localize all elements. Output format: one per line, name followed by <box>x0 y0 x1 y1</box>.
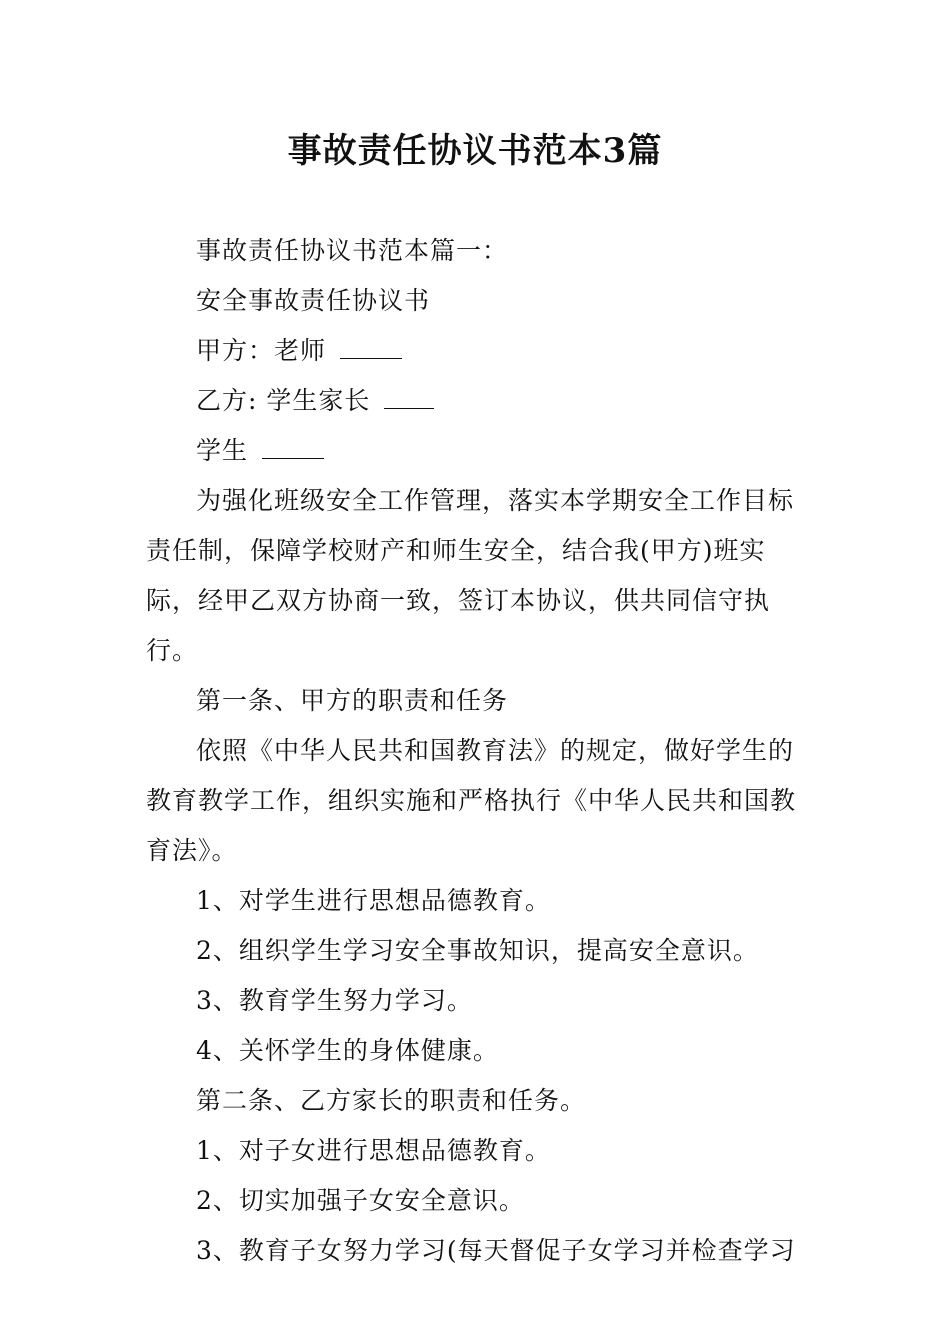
article2-item: 3、教育子女努力学习(每天督促子女学习并检查学习 <box>196 1236 796 1265</box>
article1-item: 2、组织学生学习安全事故知识，提高安全意识。 <box>196 936 759 965</box>
party-a-blank <box>340 338 402 359</box>
party-a-line <box>146 326 816 376</box>
party-b-label: 乙方: 学生家长 <box>196 386 371 415</box>
section-heading: 事故责任协议书范本篇一： <box>196 236 509 265</box>
article1-text: 依照《中华人民共和国教育法》的规定，做好学生的教育教学工作，组织实施和严格执行《中华人民共和国教育法》。 <box>146 736 797 865</box>
student-blank <box>262 438 324 459</box>
intro-paragraph: 为强化班级安全工作管理，落实本学期安全工作目标责任制，保障学校财产和师生安全，结合我(甲方)班实际，经甲乙双方协商一致，签订本协议，供共同信守执行。 <box>146 486 795 665</box>
student-line <box>146 426 816 476</box>
party-a-label: 甲方：老师 <box>196 336 327 365</box>
article1-title: 第一条、甲方的职责和任务 <box>196 686 509 715</box>
article2-item: 1、对子女进行思想品德教育。 <box>196 1136 551 1165</box>
party-b-line <box>146 376 816 426</box>
party-b-blank <box>384 388 434 409</box>
article1-item: 3、教育学生努力学习。 <box>196 986 473 1015</box>
article1-item: 1、对学生进行思想品德教育。 <box>196 886 551 915</box>
document-body <box>146 226 816 1276</box>
agreement-title: 安全事故责任协议书 <box>196 286 431 315</box>
article1-item: 4、关怀学生的身体健康。 <box>196 1036 499 1065</box>
article2-title: 第二条、乙方家长的职责和任务。 <box>196 1086 587 1115</box>
student-label: 学生 <box>196 436 249 465</box>
document-title: 事故责任协议书范本3篇 <box>287 131 663 171</box>
article2-item: 2、切实加强子女安全意识。 <box>196 1186 525 1215</box>
